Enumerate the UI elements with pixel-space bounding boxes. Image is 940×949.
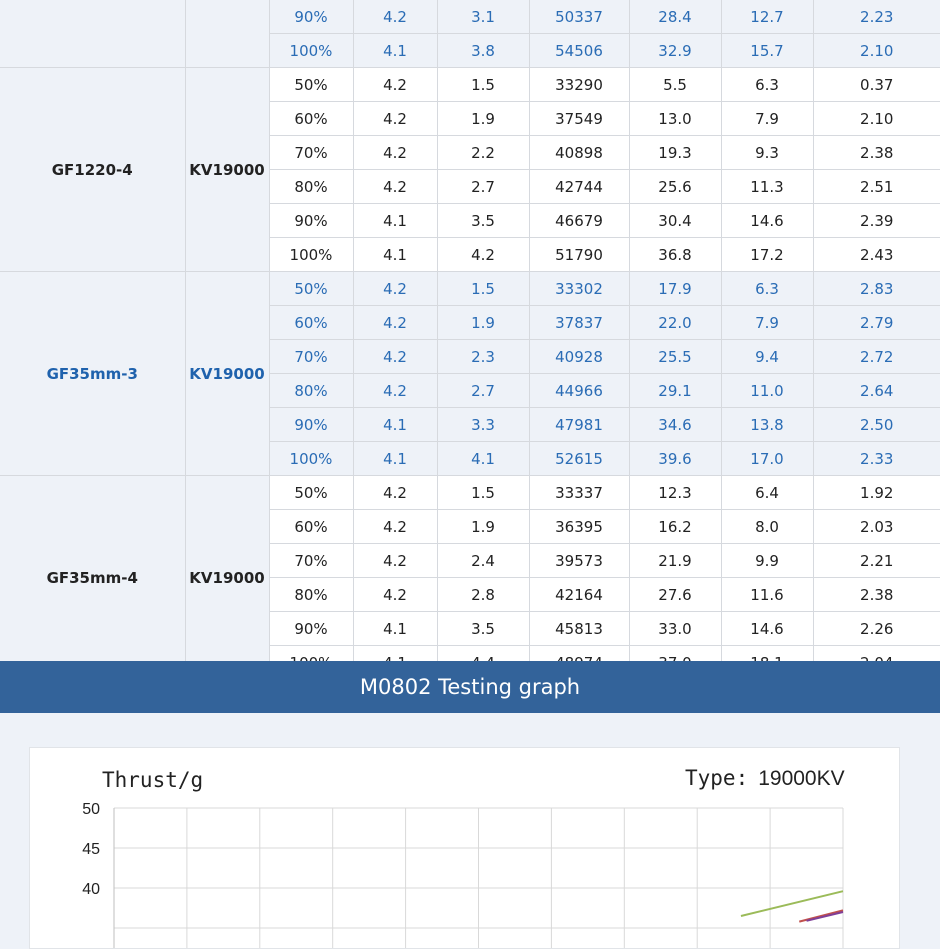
series-line-2 bbox=[799, 910, 843, 921]
table-cell: 39.6 bbox=[629, 442, 721, 476]
table-cell: 4.2 bbox=[353, 102, 437, 136]
table-cell: 2.2 bbox=[437, 136, 529, 170]
table-cell: 4.2 bbox=[353, 68, 437, 102]
table-cell: 50% bbox=[269, 476, 353, 510]
thrust-chart-card bbox=[29, 747, 900, 949]
chart-type-value: 19000KV bbox=[758, 767, 845, 790]
table-cell: 4.2 bbox=[353, 136, 437, 170]
thrust-line-chart bbox=[30, 748, 899, 948]
motor-group bbox=[0, 272, 940, 476]
table-cell: 4.1 bbox=[353, 204, 437, 238]
table-cell: 27.6 bbox=[629, 578, 721, 612]
table-cell: 0.37 bbox=[813, 68, 940, 102]
table-cell: 80% bbox=[269, 578, 353, 612]
table-cell: 2.23 bbox=[813, 0, 940, 34]
table-cell: 1.5 bbox=[437, 272, 529, 306]
table-cell: 9.3 bbox=[721, 136, 813, 170]
motor-group bbox=[0, 476, 940, 680]
table-cell: 3.1 bbox=[437, 0, 529, 34]
table-cell: 36395 bbox=[529, 510, 629, 544]
table-cell: 11.3 bbox=[721, 170, 813, 204]
table-cell: 4.1 bbox=[353, 34, 437, 68]
kv-cell: KV19000 bbox=[185, 476, 269, 680]
table-cell: 2.72 bbox=[813, 340, 940, 374]
table-cell: 21.9 bbox=[629, 544, 721, 578]
table-cell: 4.2 bbox=[353, 544, 437, 578]
table-cell: 80% bbox=[269, 374, 353, 408]
table-cell: 4.2 bbox=[437, 238, 529, 272]
table-cell: 2.8 bbox=[437, 578, 529, 612]
table-cell: 33337 bbox=[529, 476, 629, 510]
table-cell: 4.2 bbox=[353, 476, 437, 510]
chart-y-axis-label: Thrust/g bbox=[102, 768, 204, 792]
table-cell: 36.8 bbox=[629, 238, 721, 272]
y-tick-label: 45 bbox=[82, 841, 100, 858]
table-cell: 2.7 bbox=[437, 170, 529, 204]
table-cell: 2.38 bbox=[813, 578, 940, 612]
table-cell: 2.38 bbox=[813, 136, 940, 170]
table-row bbox=[0, 272, 940, 306]
table-cell: 4.1 bbox=[437, 442, 529, 476]
table-cell: 6.3 bbox=[721, 272, 813, 306]
table-cell: 29.1 bbox=[629, 374, 721, 408]
table-cell: 7.9 bbox=[721, 306, 813, 340]
table-cell: 46679 bbox=[529, 204, 629, 238]
table-cell: 33290 bbox=[529, 68, 629, 102]
y-tick-label: 50 bbox=[82, 801, 100, 818]
table-cell: 3.5 bbox=[437, 612, 529, 646]
series-line-1 bbox=[741, 891, 843, 916]
table-cell: 30.4 bbox=[629, 204, 721, 238]
table-cell: 25.6 bbox=[629, 170, 721, 204]
table-cell: 8.0 bbox=[721, 510, 813, 544]
table-cell: 2.10 bbox=[813, 102, 940, 136]
table-cell: 1.9 bbox=[437, 306, 529, 340]
table-cell: 4.1 bbox=[353, 238, 437, 272]
table-cell: 32.9 bbox=[629, 34, 721, 68]
table-cell: 54506 bbox=[529, 34, 629, 68]
table-cell: 50% bbox=[269, 272, 353, 306]
table-cell: 100% bbox=[269, 34, 353, 68]
table-cell: 16.2 bbox=[629, 510, 721, 544]
table-cell: 70% bbox=[269, 136, 353, 170]
table-cell: 40898 bbox=[529, 136, 629, 170]
table-cell: 45813 bbox=[529, 612, 629, 646]
table-cell: 50337 bbox=[529, 0, 629, 34]
table-cell: 3.8 bbox=[437, 34, 529, 68]
motor-group bbox=[0, 68, 940, 272]
table-cell: 4.1 bbox=[353, 408, 437, 442]
partial-group bbox=[0, 0, 940, 68]
table-cell: 2.26 bbox=[813, 612, 940, 646]
table-cell: 47981 bbox=[529, 408, 629, 442]
y-tick-label: 40 bbox=[82, 881, 100, 898]
table-cell: 13.0 bbox=[629, 102, 721, 136]
table-cell: 4.2 bbox=[353, 170, 437, 204]
table-cell: 90% bbox=[269, 0, 353, 34]
model-cell: GF35mm-3 bbox=[0, 272, 185, 476]
table-cell: 2.83 bbox=[813, 272, 940, 306]
table-cell: 1.5 bbox=[437, 68, 529, 102]
table-cell: 11.6 bbox=[721, 578, 813, 612]
table-cell: 28.4 bbox=[629, 0, 721, 34]
table-cell: 12.7 bbox=[721, 0, 813, 34]
table-cell: 51790 bbox=[529, 238, 629, 272]
testing-graph-banner bbox=[0, 661, 940, 713]
table-cell: 90% bbox=[269, 408, 353, 442]
table-cell: 2.39 bbox=[813, 204, 940, 238]
table-cell: 4.2 bbox=[353, 510, 437, 544]
table-cell: 60% bbox=[269, 510, 353, 544]
table-cell: 6.3 bbox=[721, 68, 813, 102]
table-cell: 13.8 bbox=[721, 408, 813, 442]
table-cell: 39573 bbox=[529, 544, 629, 578]
table-cell: 1.92 bbox=[813, 476, 940, 510]
series-line-3 bbox=[807, 912, 843, 921]
table-cell: 2.33 bbox=[813, 442, 940, 476]
kv-cell: KV19000 bbox=[185, 272, 269, 476]
table-cell: 42164 bbox=[529, 578, 629, 612]
table-cell: 50% bbox=[269, 68, 353, 102]
table-cell: 17.9 bbox=[629, 272, 721, 306]
table-cell: 100% bbox=[269, 238, 353, 272]
table-row bbox=[0, 0, 940, 34]
table-cell: 60% bbox=[269, 102, 353, 136]
table-cell: 6.4 bbox=[721, 476, 813, 510]
table-cell: 2.7 bbox=[437, 374, 529, 408]
table-row bbox=[0, 68, 940, 102]
table-cell: 11.0 bbox=[721, 374, 813, 408]
table-cell: 22.0 bbox=[629, 306, 721, 340]
table-cell: 44966 bbox=[529, 374, 629, 408]
table-cell: 4.1 bbox=[353, 612, 437, 646]
table-cell: 1.5 bbox=[437, 476, 529, 510]
table-cell: 2.43 bbox=[813, 238, 940, 272]
table-cell: 9.4 bbox=[721, 340, 813, 374]
table-cell: 80% bbox=[269, 170, 353, 204]
table-cell: 2.79 bbox=[813, 306, 940, 340]
table-cell: 2.3 bbox=[437, 340, 529, 374]
table-cell: 12.3 bbox=[629, 476, 721, 510]
table-cell: 3.3 bbox=[437, 408, 529, 442]
table-cell: 2.21 bbox=[813, 544, 940, 578]
table-cell: 4.2 bbox=[353, 374, 437, 408]
table-cell: 19.3 bbox=[629, 136, 721, 170]
table-cell: 4.2 bbox=[353, 578, 437, 612]
table-cell: 2.03 bbox=[813, 510, 940, 544]
table-cell: 2.10 bbox=[813, 34, 940, 68]
table-cell: 2.51 bbox=[813, 170, 940, 204]
table-cell: 60% bbox=[269, 306, 353, 340]
table-cell: 7.9 bbox=[721, 102, 813, 136]
table-cell: 5.5 bbox=[629, 68, 721, 102]
table-cell: 4.1 bbox=[353, 442, 437, 476]
table-cell: 33302 bbox=[529, 272, 629, 306]
table-cell: 4.2 bbox=[353, 340, 437, 374]
table-cell: 3.5 bbox=[437, 204, 529, 238]
table-cell: 2.64 bbox=[813, 374, 940, 408]
table-cell: 70% bbox=[269, 544, 353, 578]
table-cell: 14.6 bbox=[721, 204, 813, 238]
table-cell: 42744 bbox=[529, 170, 629, 204]
table-row bbox=[0, 476, 940, 510]
table-cell: 33.0 bbox=[629, 612, 721, 646]
table-cell: 2.50 bbox=[813, 408, 940, 442]
table-cell: 52615 bbox=[529, 442, 629, 476]
table-cell: 4.2 bbox=[353, 306, 437, 340]
table-cell: 4.2 bbox=[353, 272, 437, 306]
table-cell: 4.2 bbox=[353, 0, 437, 34]
table-cell: 1.9 bbox=[437, 510, 529, 544]
model-cell bbox=[0, 0, 185, 68]
chart-type-key: Type: bbox=[685, 766, 749, 790]
table-cell: 2.4 bbox=[437, 544, 529, 578]
model-cell: GF1220-4 bbox=[0, 68, 185, 272]
table-cell: 14.6 bbox=[721, 612, 813, 646]
table-cell: 37549 bbox=[529, 102, 629, 136]
table-cell: 34.6 bbox=[629, 408, 721, 442]
table-cell: 9.9 bbox=[721, 544, 813, 578]
table-cell: 17.0 bbox=[721, 442, 813, 476]
table-cell: 90% bbox=[269, 204, 353, 238]
table-cell: 70% bbox=[269, 340, 353, 374]
table-cell: 1.9 bbox=[437, 102, 529, 136]
kv-cell bbox=[185, 0, 269, 68]
model-cell: GF35mm-4 bbox=[0, 476, 185, 680]
table-cell: 90% bbox=[269, 612, 353, 646]
table-cell: 100% bbox=[269, 442, 353, 476]
kv-cell: KV19000 bbox=[185, 68, 269, 272]
table-cell: 15.7 bbox=[721, 34, 813, 68]
banner-title: M0802 Testing graph bbox=[359, 675, 581, 699]
table-cell: 40928 bbox=[529, 340, 629, 374]
table-cell: 37837 bbox=[529, 306, 629, 340]
table-cell: 17.2 bbox=[721, 238, 813, 272]
table-cell: 25.5 bbox=[629, 340, 721, 374]
